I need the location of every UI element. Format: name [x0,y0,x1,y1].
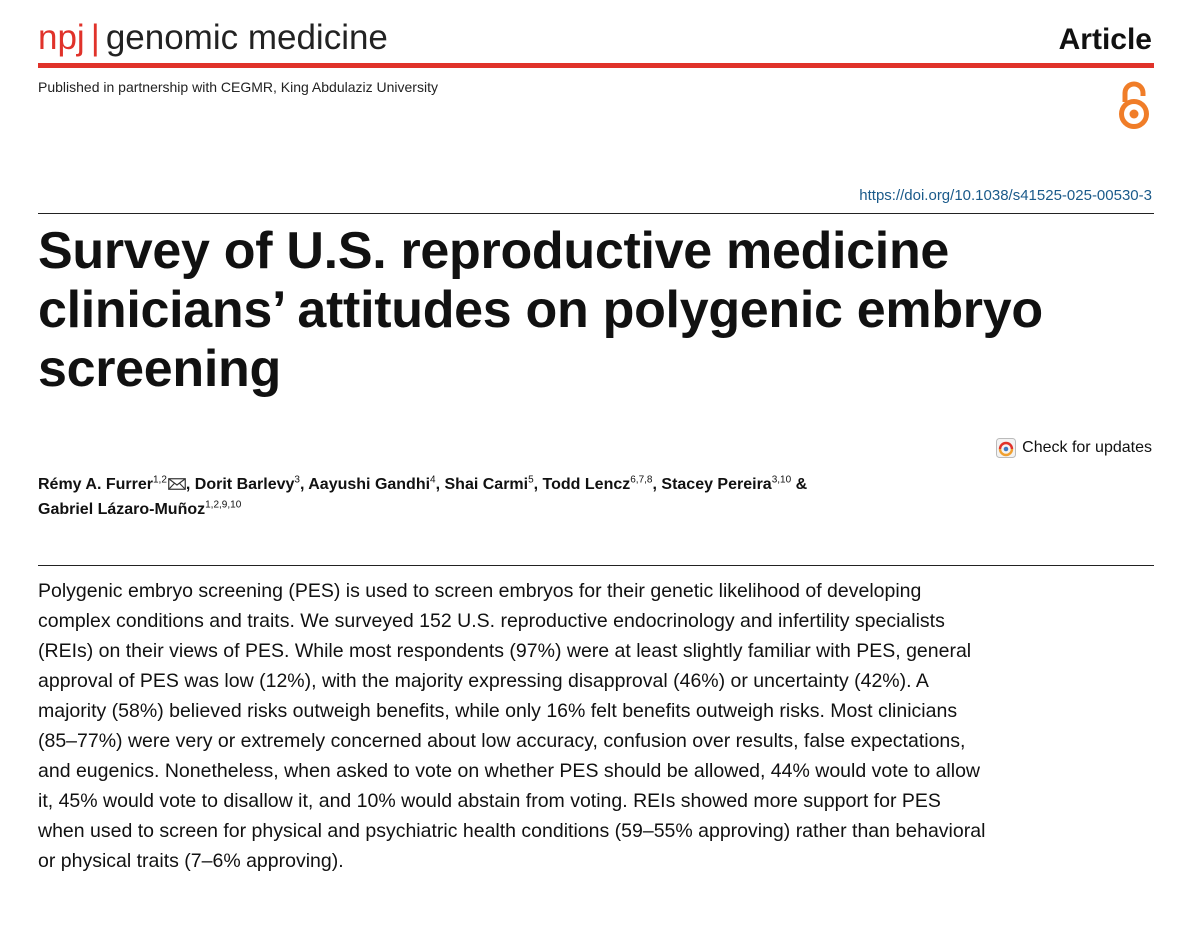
author-name[interactable]: Aayushi Gandhi [308,476,431,493]
author-name[interactable]: Shai Carmi [444,476,529,493]
journal-logo[interactable] [38,18,388,58]
author-separator: , [652,476,662,493]
partnership-note: Published in partnership with CEGMR, King Abdulaziz University [38,79,438,95]
author-name[interactable]: Gabriel Lázaro-Muñoz [38,501,206,518]
open-access-lock-icon[interactable] [1116,80,1152,130]
author-name[interactable]: Todd Lencz [542,476,631,493]
article-title: Survey of U.S. reproductive medicine clinicians’ attitudes on polygenic embryo screening [38,222,1043,398]
check-for-updates-icon [996,438,1016,458]
journal-name: genomic medicine [105,18,388,57]
author-affiliations[interactable]: 4 [430,474,436,486]
check-for-updates-label: Check for updates [1022,439,1152,456]
author-list [38,472,1154,522]
article-type-label: Article [1058,23,1152,56]
author-separator: & [791,476,808,493]
check-for-updates-button[interactable] [996,436,1152,460]
author-separator: , [299,476,309,493]
author-name[interactable]: Stacey Pereira [661,476,772,493]
mail-icon[interactable] [168,478,186,490]
author-affiliations[interactable]: 3,10 [771,474,792,486]
title-divider [38,213,1154,214]
author-affiliations[interactable]: 1,2,9,10 [205,499,242,511]
journal-prefix: npj [38,18,85,57]
masthead [38,14,1154,60]
author-separator: , [435,476,445,493]
doi-link[interactable]: https://doi.org/10.1038/s41525-025-00530-3 [859,187,1152,204]
author-separator: , [533,476,543,493]
author-affiliations[interactable]: 5 [528,474,534,486]
author-name[interactable]: Rémy A. Furrer [38,476,153,493]
author-affiliations[interactable]: 1,2 [153,474,167,486]
author-affiliations[interactable]: 6,7,8 [630,474,653,486]
abstract-divider [38,565,1154,566]
author-affiliations[interactable]: 3 [294,474,300,486]
abstract-text: Polygenic embryo screening (PES) is used to screen embryos for their genetic likelihood of developing complex conditions and traits. We surveyed 152 U.S. reproductive endocrinology and infertility specialists (REIs) on their views of PES. While most respondents (97%) were at least slightly familiar with PES, general approval of PES was low (12%), with the majority expressing disapproval (46%) or uncertainty (42%). A majority (58%) believed risks outweigh benefits, while only 16% felt benefits outweigh risks. Most clinicians (85–77%) were very or extremely concerned about low accuracy, confusion over results, false expectations, and eugenics. Nonetheless, when asked to vote on whether PES should be allowed, 44% would vote to allow it, 45% would vote to disallow it, and 10% would abstain from voting. REIs showed more support for PES when used to screen for physical and psychiatric health conditions (59–55% approving) rather than behavioral or physical traits (7–6% approving). [38,580,986,872]
article-page [38,0,1154,934]
journal-separator: | [90,18,100,57]
header-divider [38,63,1154,68]
author-name[interactable]: Dorit Barlevy [194,476,295,493]
author-separator: , [185,476,195,493]
